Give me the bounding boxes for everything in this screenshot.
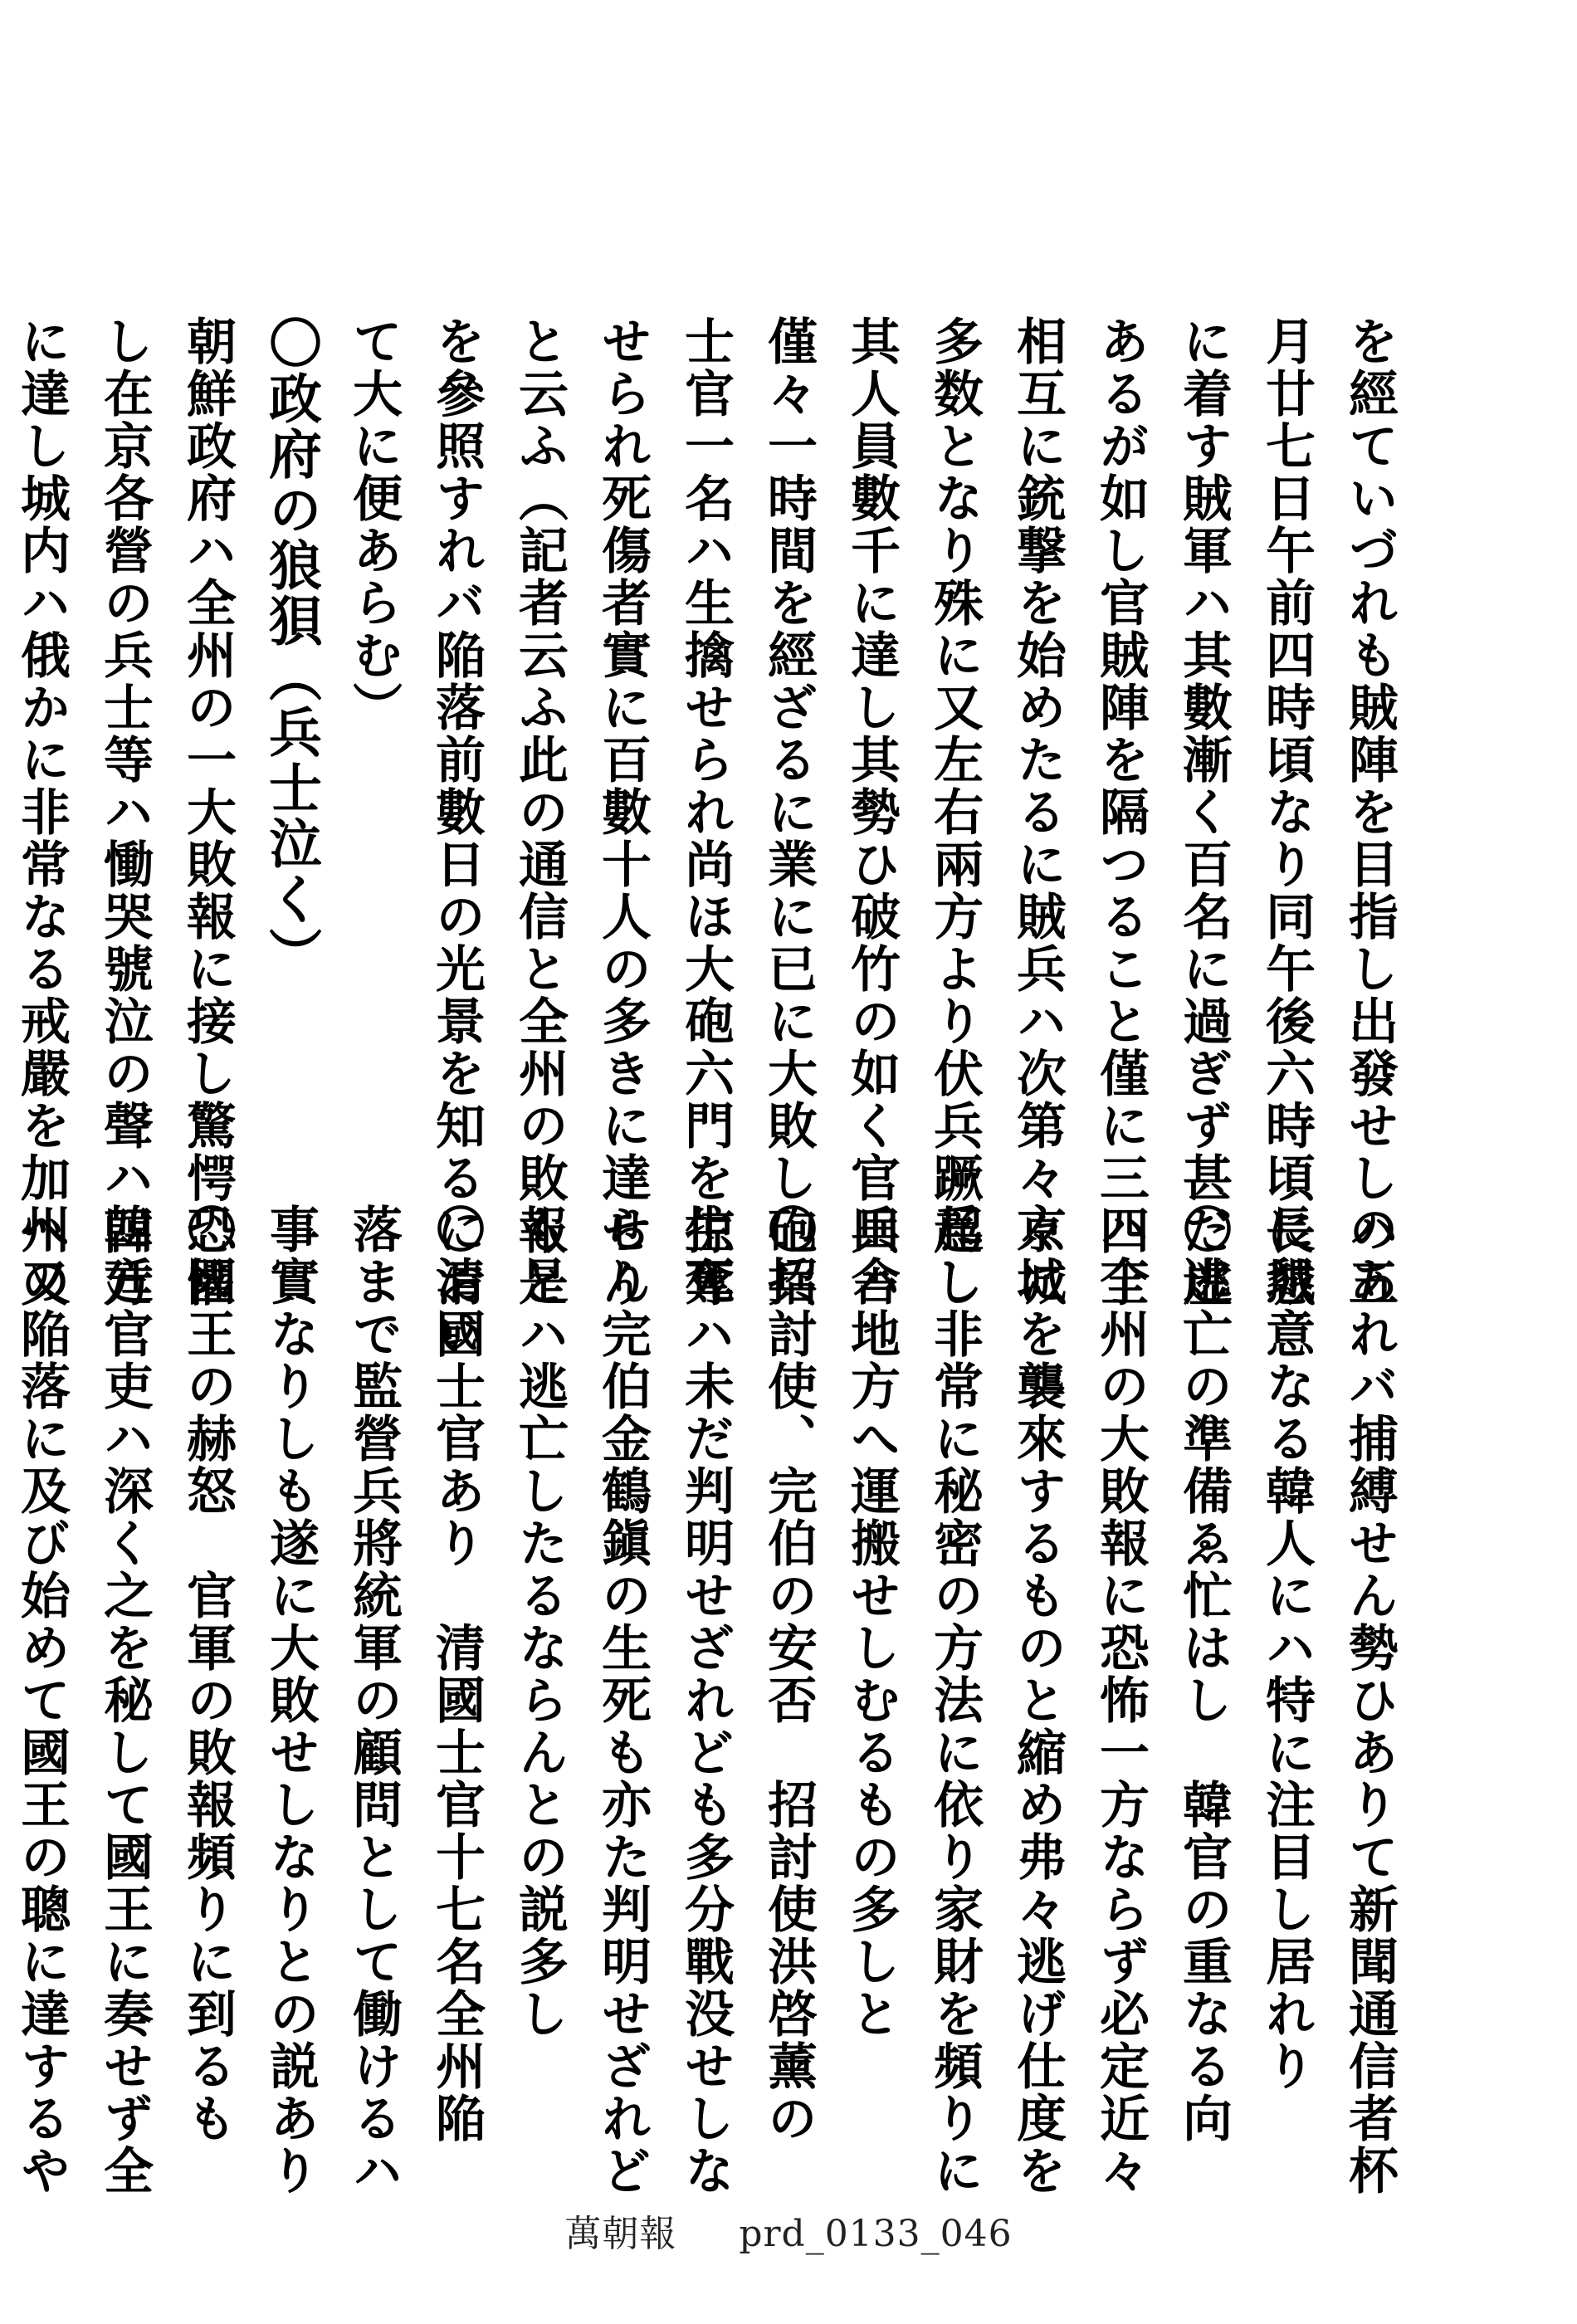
text-column: に懇意なる韓人にハ特に注目し居れり [1257,1204,1316,2092]
text-column: 〇逃亡の準備ゑ忙はし 韓官の重なる向 [1174,1204,1233,2145]
text-column: て大に便あらむ） [344,315,403,734]
text-column: 落まで監營兵將統軍の顧問として働けるハ [344,1204,403,2197]
text-column: 多数となり殊に又左右兩方より伏兵蹶起し [925,315,984,1309]
upper-text-block [12,315,1411,1361]
text-column: 州の陥落に及び始めて國王の聰に達するや [12,1204,71,2197]
text-column: 其人員數千に達し其勢ひ破竹の如く官兵ハ [842,315,901,1309]
text-column: 相互に銃撃を始めたるに賊兵ハ次第々々に [1008,315,1067,1309]
text-column: 事實なりしも遂に大敗せしなりとの説あり [261,1204,320,2197]
text-column: のあれバ捕縛せん勢ひありて新聞通信者杯 [1340,1204,1399,2197]
text-column: 〇招討使、完伯の安否 招討使洪啓薰の [759,1204,818,2145]
page-id: prd_0133_046 [739,2213,1013,2255]
article-heading: 〇政府の狼狽（兵士泣く） [260,315,322,983]
text-column: 韓廷官吏ハ深く之を秘して國王に奏せず全 [95,1204,154,2197]
text-column: 〇國王の赫怒 官軍の敗報頻りに到るも [178,1204,237,2145]
text-column: を經ていづれも賊陣を目指し出發せしハ五 [1340,315,1399,1309]
text-column: 朝鮮政府ハ全州の一大敗報に接し驚愕恐懼 [178,315,237,1309]
text-column: らん完伯金鶴鎭の生死も亦た判明せざれど [593,1204,652,2197]
text-column: 〇清國士官あり 清國士官十七名全州陥 [427,1204,486,2145]
text-column: 爲し非常に秘密の方法に依り家財を頻りに [925,1204,984,2197]
text-column: 月廿七日午前四時頃なり同午後六時頃長城 [1257,315,1316,1309]
text-column: 田舎地方へ運搬せしむるもの多しと [842,1204,901,2040]
lower-text-block [12,1204,1411,2197]
text-column: し在京各營の兵士等ハ慟哭號泣の聲ハ四方 [95,315,154,1309]
text-column: と云ふ（記者云ふ此の通信と全州の敗報と [510,315,569,1309]
text-column: 士官一名ハ生擒せられ尚ほ大砲六門を掠奪 [676,315,735,1309]
text-column: 生死ハ未だ判明せざれども多分戰没せしな [676,1204,735,2197]
text-column: ハ全州の大敗報に恐怖一方ならず必定近々 [1091,1204,1150,2197]
publication-name: 萬朝報 [564,2213,677,2255]
page-footer [0,2204,1577,2257]
text-column: 僅々一時間を經ざるに業に已に大敗し砲兵 [759,315,818,1309]
text-column: を參照すれバ陥落前數日の光景を知るにおい [427,315,486,1361]
text-column: に着す賊軍ハ其數漸く百名に過ぎず甚だ虚 [1174,315,1233,1309]
text-column: に達し城内ハ俄かに非常なる戒嚴を加へ又 [12,315,71,1309]
text-column: あるが如し官賊陣を隔つること僅に三四丁 [1091,315,1150,1309]
text-column: も是ハ逃亡したるならんとの説多し [510,1204,569,2040]
text-column: せられ死傷者實に百數十人の多きに達せり [593,315,652,1309]
text-column: 京城を襲來するものと縮め弗々逃げ仕度を [1008,1204,1067,2197]
